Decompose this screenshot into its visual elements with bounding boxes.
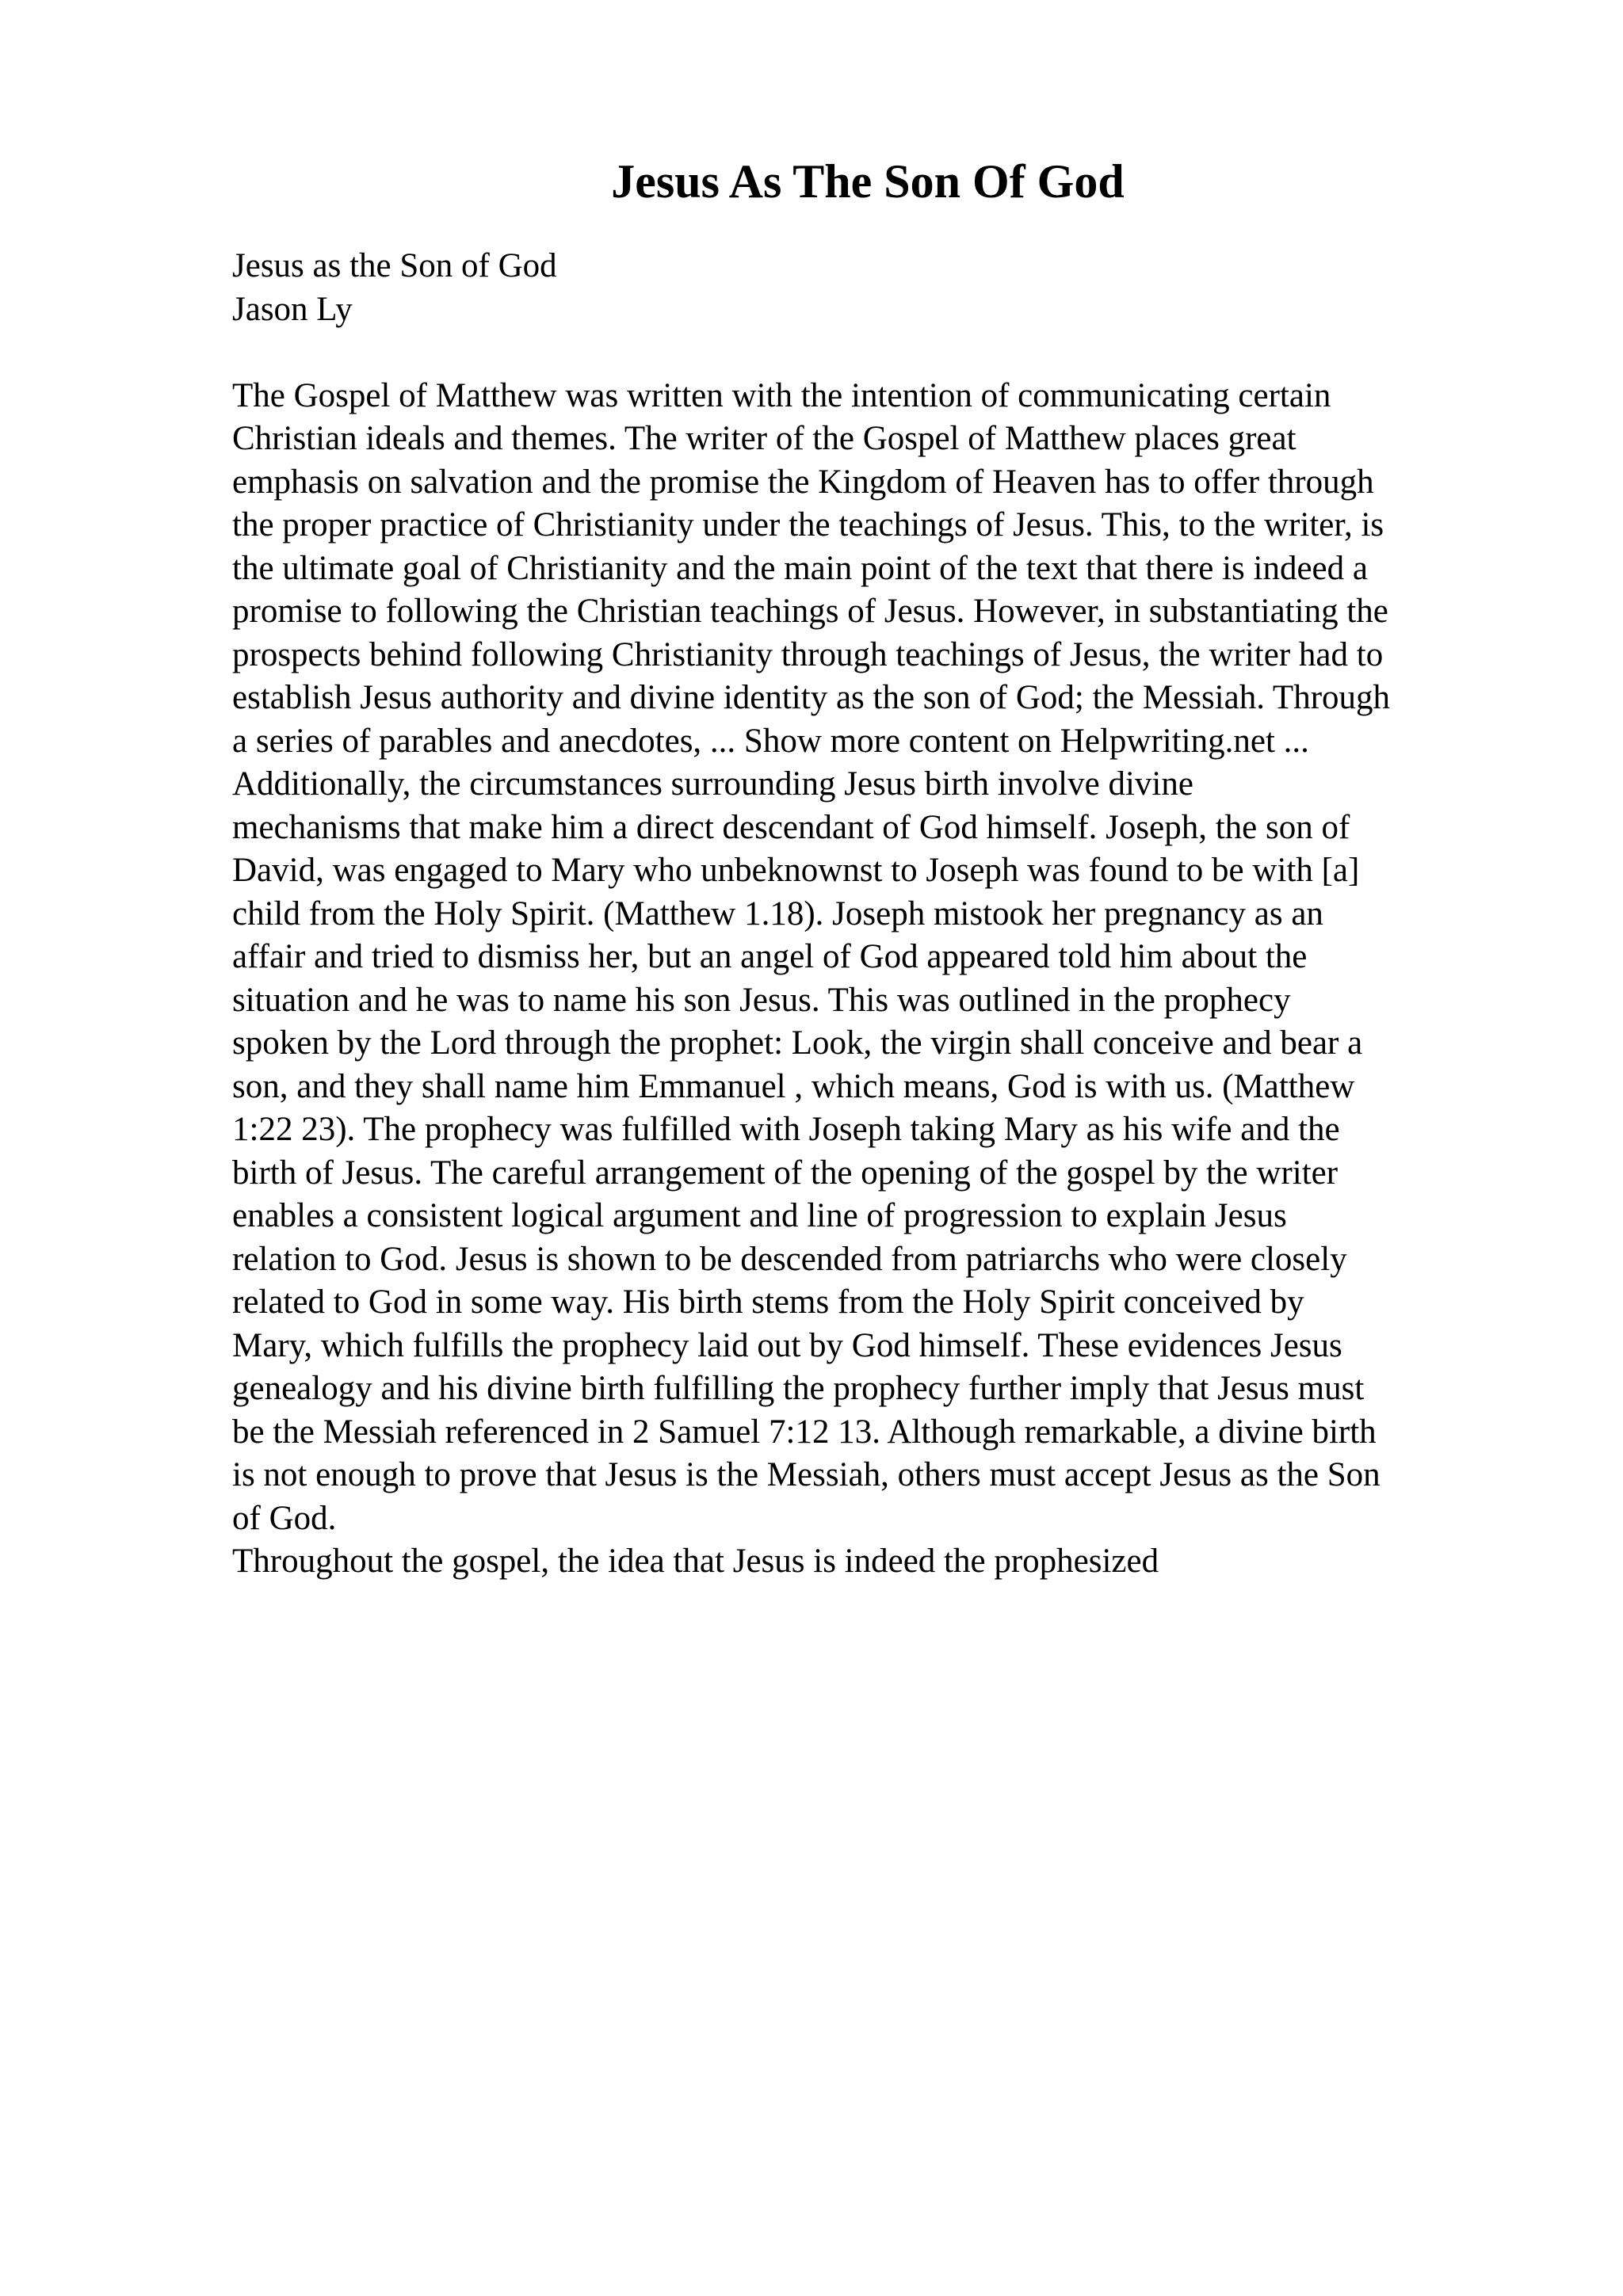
text-line: the proper practice of Christianity under the teachings of Jesus. This, to the writer, is [232,506,1384,543]
text-line: emphasis on salvation and the promise the Kingdom of Heaven has to offer through [232,463,1374,501]
text-line: relation to God. Jesus is shown to be descended from patriarchs who were closely [232,1240,1347,1278]
text-line: related to God in some way. His birth stems from the Holy Spirit conceived by [232,1283,1304,1321]
text-line: son, and they shall name him Emmanuel , which means, God is with us. (Matthew [232,1067,1355,1105]
text-line: promise to following the Christian teachings of Jesus. However, in substantiating the [232,593,1388,630]
document-title: Jesus As The Son Of God [611,155,1125,208]
text-line: birth of Jesus. The careful arrangement of the opening of the gospel by the writer [232,1154,1338,1192]
text-line: enables a consistent logical argument and line of progression to explain Jesus [232,1197,1287,1234]
text-line: mechanisms that make him a direct descendant of God himself. Joseph, the son of [232,808,1350,846]
text-line: Additionally, the circumstances surrounding Jesus birth involve divine [232,765,1193,803]
document-body [232,245,1500,1584]
paragraph-1 [232,375,1500,1541]
text-line: David, was engaged to Mary who unbeknownst to Joseph was found to be with [a] [232,852,1360,889]
paragraph-2 [232,1540,1500,1584]
text-line: is not enough to prove that Jesus is the Messiah, others must accept Jesus as the Son [232,1456,1381,1493]
text-line: be the Messiah referenced in 2 Samuel 7:12 13. Although remarkable, a divine birth [232,1413,1377,1451]
paragraph-spacer [232,331,1500,375]
text-line: establish Jesus authority and divine identity as the son of God; the Messiah. Through [232,679,1391,716]
document-subtitle: Jesus as the Son of God [232,247,557,284]
text-line: 1:22 23). The prophecy was fulfilled with Joseph taking Mary as his wife and the [232,1111,1340,1148]
text-line: Throughout the gospel, the idea that Jesus is indeed the prophesized [232,1543,1159,1580]
text-line: prospects behind following Christianity through teachings of Jesus, the writer had to [232,635,1384,673]
document-author: Jason Ly [232,290,353,328]
text-line: affair and tried to dismiss her, but an angel of God appeared told him about the [232,938,1308,975]
text-line: genealogy and his divine birth fulfilling the prophecy further imply that Jesus must [232,1370,1365,1407]
text-line: of God. [232,1499,337,1537]
text-line: The Gospel of Matthew was written with the intention of communicating certain [232,376,1331,414]
text-line: child from the Holy Spirit. (Matthew 1.18). Joseph mistook her pregnancy as an [232,894,1323,933]
text-line: Mary, which fulfills the prophecy laid out by God himself. These evidences Jesus [232,1326,1342,1364]
text-line: spoken by the Lord through the prophet: Look, the virgin shall conceive and bear a [232,1024,1363,1062]
text-line: Christian ideals and themes. The writer of the Gospel of Matthew places great [232,420,1296,457]
text-line: situation and he was to name his son Jesus. This was outlined in the prophecy [232,981,1291,1019]
text-line: a series of parables and anecdotes, ... Show more content on Helpwriting.net ... [232,722,1309,760]
text-line: the ultimate goal of Christianity and the main point of the text that there is indeed a [232,549,1368,587]
